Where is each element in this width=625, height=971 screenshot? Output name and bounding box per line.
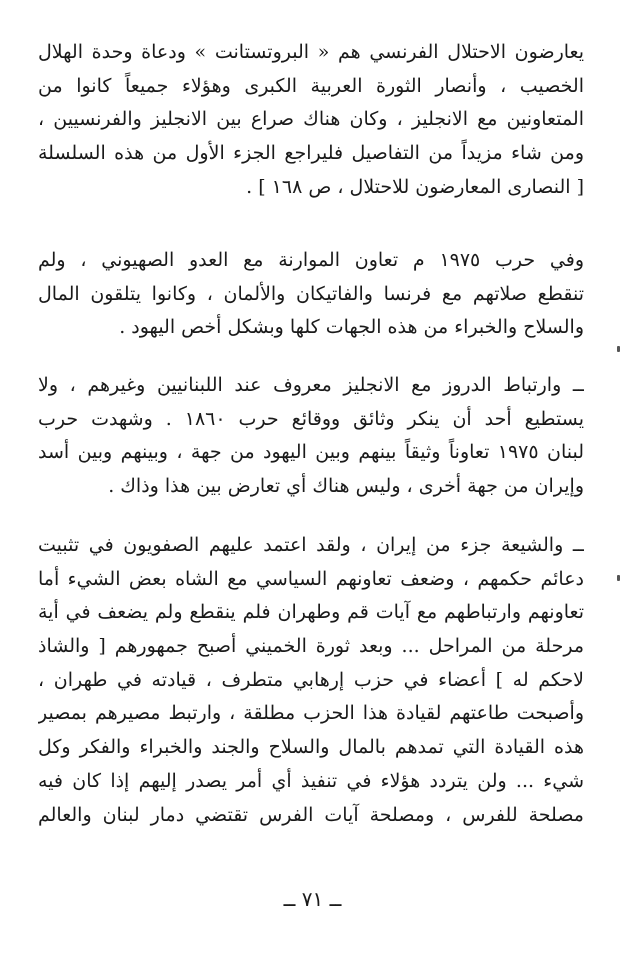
text-line: هذه القيادة التي تمدهم بالمال والسلاح والجند والخبراء والفكر وكل bbox=[38, 736, 584, 759]
text-line: يعارضون الاحتلال الفرنسي هم « البروتستانت » ودعاة وحدة الهلال bbox=[38, 41, 584, 63]
paragraph-maronites bbox=[38, 244, 584, 345]
text-line: تنقطع صلاتهم مع فرنسا والفاتيكان والألمان ، وكانوا يتلقون المال bbox=[38, 282, 584, 305]
paragraph-shia bbox=[38, 529, 584, 832]
text-line: وفي حرب ١٩٧٥ م تعاون الموارنة مع العدو الصهيوني ، ولم bbox=[38, 249, 584, 271]
text-line: لبنان ١٩٧٥ تعاوناً وثيقاً بينهم وبين اليهود من جهة ، وبينهم وبين أسد bbox=[38, 441, 584, 464]
text-line: مصلحة للفرس ، ومصلحة آيات الفرس تقتضي دمار لبنان والعالم bbox=[38, 803, 584, 826]
text-line: مرحلة من المراحل ... وبعد ثورة الخميني أصبح جمهورهم [ والشاذ bbox=[38, 635, 584, 658]
text-line: الخصيب ، وأنصار الثورة العربية الكبرى وهؤلاء جميعاً كانوا من bbox=[38, 74, 584, 97]
page-number: ــ ٧١ ــ bbox=[283, 887, 342, 911]
margin-mark bbox=[617, 575, 620, 581]
paragraph-opposition-groups bbox=[38, 36, 584, 204]
margin-mark bbox=[617, 346, 620, 352]
text-line: [ النصارى المعارضون للاحتلال ، ص ١٦٨ ] . bbox=[246, 175, 584, 198]
text-line: ومن شاء مزيداً من التفاصيل فليراجع الجزء الأول من هذه السلسلة bbox=[38, 142, 584, 165]
text-line: المتعاونين مع الانجليز ، وكان هناك صراع بين الانجليز والفرنسيين ، bbox=[38, 108, 584, 131]
text-line: تعاونهم وارتباطهم مع آيات قم وطهران فلم ينقطع ولم يضعف في أية bbox=[38, 601, 584, 624]
text-line: والسلاح والخبراء من هذه الجهات كلها وبشكل أخص اليهود . bbox=[119, 316, 584, 339]
paragraph-druze bbox=[38, 369, 584, 504]
text-line: وإيران من جهة أخرى ، وليس هناك أي تعارض بين هذا وذاك . bbox=[108, 475, 584, 498]
text-line: وأصبحت طاعتهم لقيادة هذا الحزب مطلقة ، وارتبط مصيرهم بمصير bbox=[38, 702, 584, 725]
text-line: ــ وارتباط الدروز مع الانجليز معروف عند اللبنانيين وغيرهم ، ولا bbox=[38, 374, 584, 396]
text-line: يستطيع أحد أن ينكر وثائق ووقائع حرب ١٨٦٠ . وشهدت حرب bbox=[38, 407, 584, 430]
text-line: لاحكم له ] أعضاء في حزب إرهابي متطرف ، قيادته في طهران ، bbox=[38, 668, 584, 691]
text-line: شيء ... ولن يتردد هؤلاء في تنفيذ أي أمر يصدر إليهم إذا كان فيه bbox=[38, 769, 584, 792]
text-line: دعائم حكمهم ، وضعف تعاونهم السياسي مع الشاه بعض الشيء أما bbox=[38, 567, 584, 590]
text-line: ــ والشيعة جزء من إيران ، ولقد اعتمد عليهم الصفويون في تثبيت bbox=[38, 534, 584, 556]
